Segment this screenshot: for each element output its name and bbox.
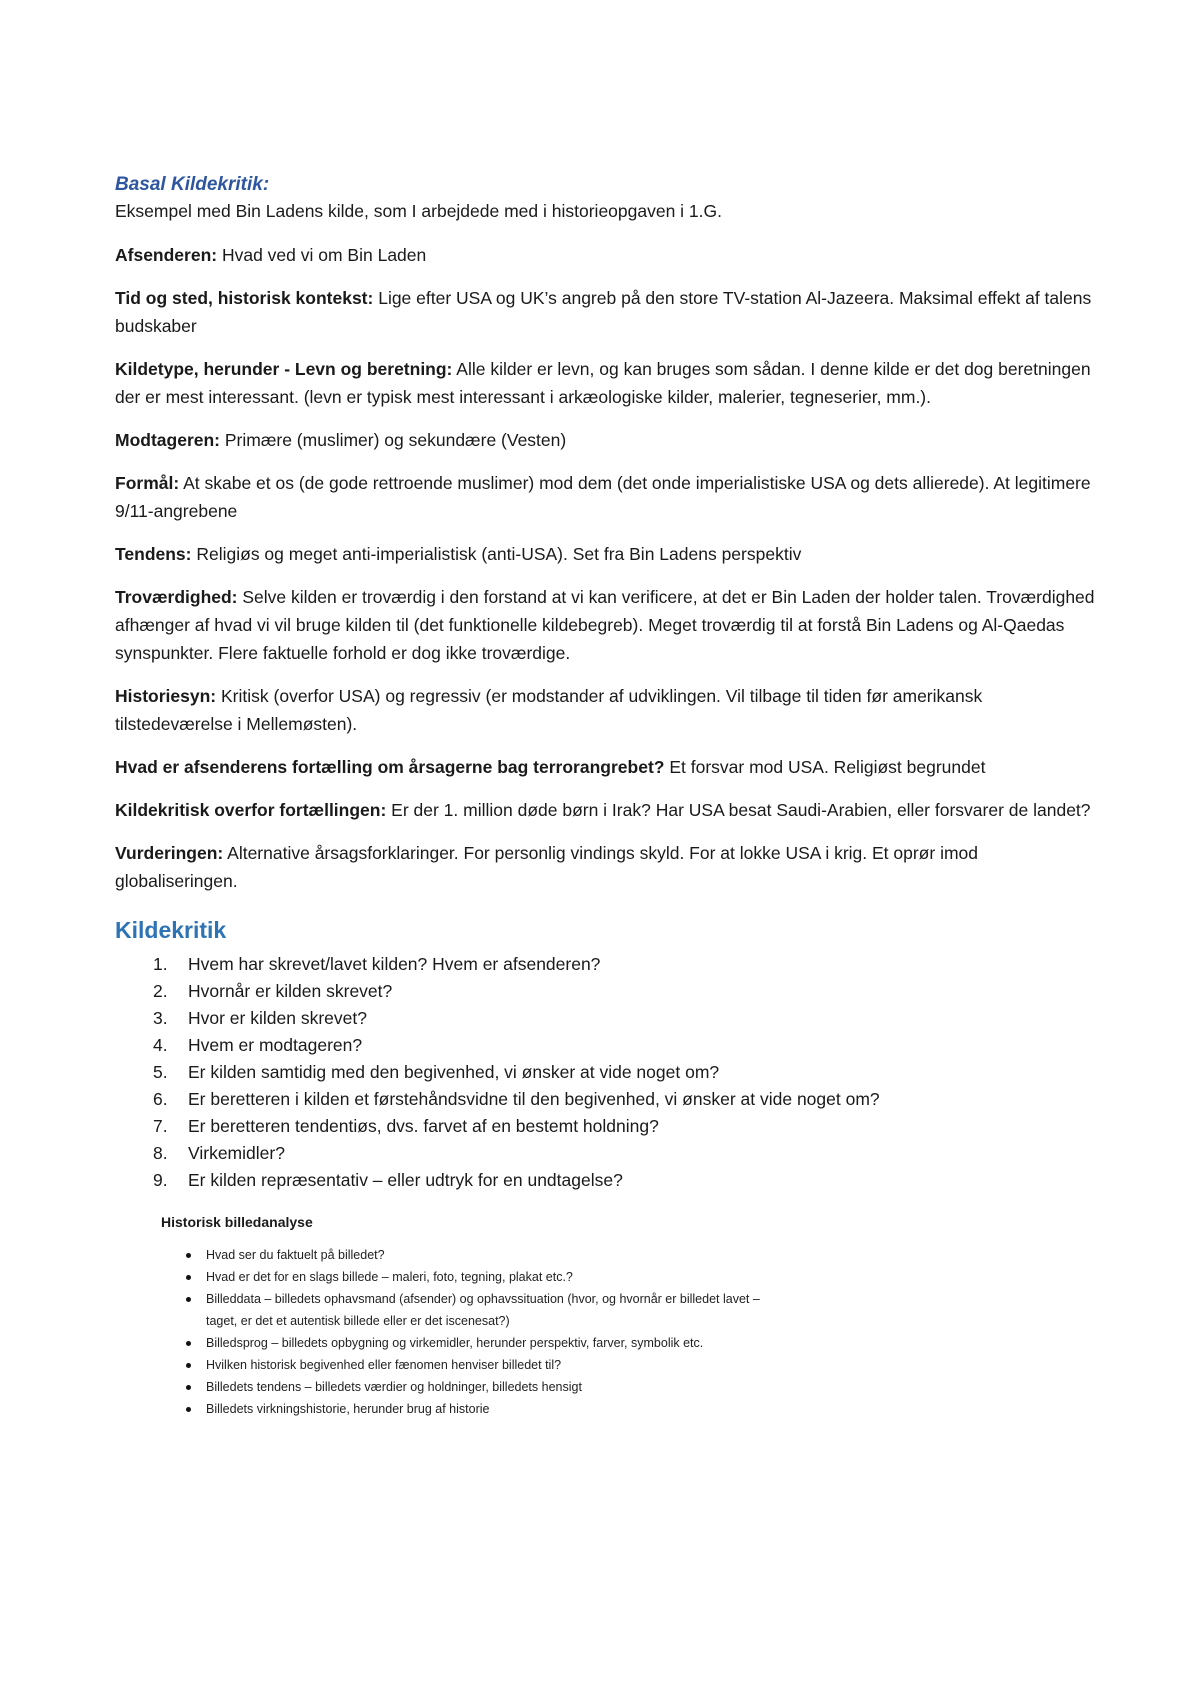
list-number: 9.: [153, 1170, 168, 1190]
bullet-icon: [186, 1407, 191, 1412]
paragraph-kildekritisk: [115, 796, 1100, 824]
list-number: 8.: [153, 1143, 168, 1163]
paragraph-label: Historiesyn:: [115, 686, 217, 706]
bullet-icon: [186, 1363, 191, 1368]
paragraph-tid-og-sted: [115, 284, 1100, 340]
list-text: Er beretteren i kilden et førstehåndsvidne til den begivenhed, vi ønsker at vide noget om?: [188, 1089, 880, 1109]
bullet-icon: [186, 1253, 191, 1258]
paragraph-text: Selve kilden er troværdig i den forstand at vi kan verificere, at det er Bin Laden der holder talen. Troværdighed afhænger af hvad vi vil bruge kilden til (det funktionelle kildebegreb). Meget troværdig til at forstå Bin Ladens og Al-Qaedas synspunkter. Flere faktuelle forhold er dog ikke troværdige.: [115, 587, 1095, 663]
paragraph-text: Et forsvar mod USA. Religiøst begrundet: [664, 757, 986, 777]
paragraph-kildetype: [115, 355, 1100, 411]
bullet-text: Billedets virkningshistorie, herunder brug af historie: [206, 1402, 490, 1416]
paragraph-label: Modtageren:: [115, 430, 220, 450]
bullet-text: Billeddata – billedets ophavsmand (afsender) og ophavssituation (hvor, og hvornår er billedet lavet – taget, er det et autentisk billede eller er det iscenesat?): [206, 1292, 760, 1328]
paragraph-text: Primære (muslimer) og sekundære (Vesten): [220, 430, 567, 450]
bullet-icon: [186, 1385, 191, 1390]
list-item: [115, 1005, 1100, 1032]
paragraph-label: Formål:: [115, 473, 180, 493]
paragraph-text: Kritisk (overfor USA) og regressiv (er modstander af udviklingen. Vil tilbage til tiden før amerikansk tilstedeværelse i Mellemøsten).: [115, 686, 983, 734]
list-item: [115, 1059, 1100, 1086]
bullet-item: [115, 1244, 1100, 1266]
paragraph-modtageren: [115, 426, 1100, 454]
list-number: 5.: [153, 1062, 168, 1082]
document-page: [115, 172, 1100, 1420]
list-item: [115, 1086, 1100, 1113]
bullet-text: Billedets tendens – billedets værdier og holdninger, billedets hensigt: [206, 1380, 582, 1394]
paragraph-label: Tendens:: [115, 544, 192, 564]
paragraph-label: Tid og sted, historisk kontekst:: [115, 288, 374, 308]
list-number: 7.: [153, 1116, 168, 1136]
list-text: Virkemidler?: [188, 1143, 285, 1163]
paragraph-text: Hvad ved vi om Bin Laden: [217, 245, 427, 265]
list-number: 1.: [153, 954, 168, 974]
list-text: Hvem er modtageren?: [188, 1035, 363, 1055]
billedanalyse-heading: Historisk billedanalyse: [161, 1214, 313, 1230]
paragraph-text: Lige efter USA og UK’s angreb på den store TV-station Al-Jazeera. Maksimal effekt af talens budskaber: [115, 288, 1092, 336]
bullet-item: [115, 1266, 1100, 1288]
paragraph-vurderingen: [115, 839, 1100, 895]
list-number: 2.: [153, 981, 168, 1001]
bullet-icon: [186, 1275, 191, 1280]
paragraph-fortaelling: [115, 753, 1100, 781]
bullet-icon: [186, 1297, 191, 1302]
intro-text: Eksempel med Bin Ladens kilde, som I arbejdede med i historieopgaven i 1.G.: [115, 201, 722, 221]
paragraph-afsenderen: [115, 241, 1100, 269]
paragraph-historiesyn: [115, 682, 1100, 738]
bullet-text: Hvad ser du faktuelt på billedet?: [206, 1248, 385, 1262]
paragraph-text: Religiøs og meget anti-imperialistisk (anti-USA). Set fra Bin Ladens perspektiv: [191, 544, 802, 564]
list-number: 3.: [153, 1008, 168, 1028]
list-item: [115, 951, 1100, 978]
list-text: Er kilden repræsentativ – eller udtryk for en undtagelse?: [188, 1170, 623, 1190]
bullet-icon: [186, 1341, 191, 1346]
list-text: Hvornår er kilden skrevet?: [188, 981, 393, 1001]
bullet-item: [115, 1376, 1100, 1398]
intro-title: Basal Kildekritik:: [115, 174, 270, 195]
paragraph-label: Kildetype, herunder - Levn og beretning:: [115, 359, 453, 379]
list-text: Er kilden samtidig med den begivenhed, vi ønsker at vide noget om?: [188, 1062, 720, 1082]
paragraph-label: Afsenderen:: [115, 245, 218, 265]
bullet-text: Hvad er det for en slags billede – maleri, foto, tegning, plakat etc.?: [206, 1270, 573, 1284]
bullet-item: [115, 1332, 1100, 1354]
list-item: [115, 1140, 1100, 1167]
paragraph-text: At skabe et os (de gode rettroende muslimer) mod dem (det onde imperialistiske USA og dets allierede). At legitimere 9/11-angrebene: [115, 473, 1091, 521]
list-number: 6.: [153, 1089, 168, 1109]
list-text: Hvem har skrevet/lavet kilden? Hvem er afsenderen?: [188, 954, 601, 974]
paragraph-label: Hvad er afsenderens fortælling om årsagerne bag terrorangrebet?: [115, 757, 665, 777]
kildekritik-heading: Kildekritik: [115, 917, 227, 943]
list-item: [115, 978, 1100, 1005]
bullet-item: [115, 1288, 776, 1332]
billedanalyse-list: [115, 1244, 1100, 1420]
list-number: 4.: [153, 1035, 168, 1055]
bullet-item: [115, 1398, 1100, 1420]
paragraph-text: Alternative årsagsforklaringer. For personlig vindings skyld. For at lokke USA i krig. Et oprør imod globaliseringen.: [115, 843, 978, 891]
paragraph-text: Er der 1. million døde børn i Irak? Har USA besat Saudi-Arabien, eller forsvarer de landet?: [386, 800, 1091, 820]
list-item: [115, 1167, 1100, 1194]
bullet-text: Hvilken historisk begivenhed eller fænomen henviser billedet til?: [206, 1358, 562, 1372]
paragraph-label: Vurderingen:: [115, 843, 224, 863]
paragraph-text: Alle kilder er levn, og kan bruges som sådan. I denne kilde er det dog beretningen der er mest interessant. (levn er typisk mest interessant i arkæologiske kilder, malerier, tegneserier, mm.).: [115, 359, 1091, 407]
paragraph-trovaerdighed: [115, 583, 1100, 667]
kildekritik-list: [115, 951, 1100, 1194]
list-text: Er beretteren tendentiøs, dvs. farvet af en bestemt holdning?: [188, 1116, 659, 1136]
analysis-paragraphs: [115, 241, 1100, 895]
list-item: [115, 1032, 1100, 1059]
bullet-item: [115, 1354, 1100, 1376]
paragraph-label: Troværdighed:: [115, 587, 238, 607]
paragraph-label: Kildekritisk overfor fortællingen:: [115, 800, 387, 820]
paragraph-formaal: [115, 469, 1100, 525]
list-item: [115, 1113, 1100, 1140]
paragraph-tendens: [115, 540, 1100, 568]
bullet-text: Billedsprog – billedets opbygning og virkemidler, herunder perspektiv, farver, symbolik etc.: [206, 1336, 704, 1350]
list-text: Hvor er kilden skrevet?: [188, 1008, 367, 1028]
